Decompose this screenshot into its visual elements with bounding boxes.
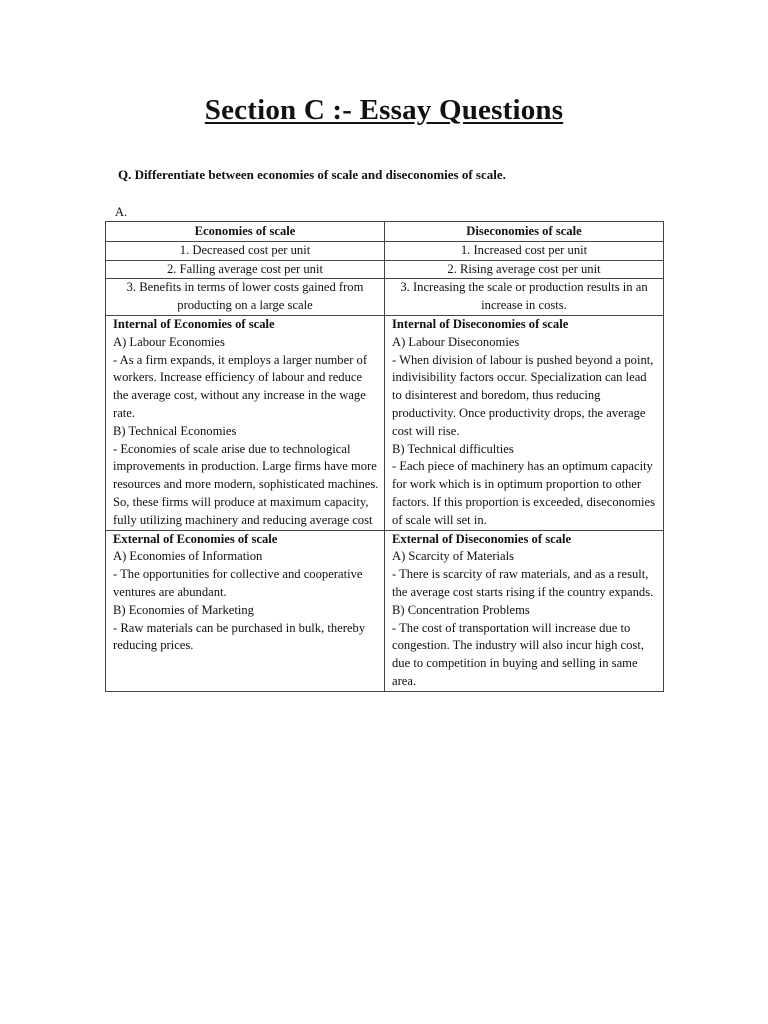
labour-diseconomies-subheading: A) Labour Diseconomies — [392, 334, 520, 349]
question-text: Q. Differentiate between economies of scale and diseconomies of scale. — [118, 167, 506, 182]
table-cell: 3. Benefits in terms of lower costs gained from producting on a large scale — [106, 279, 385, 316]
labour-economies-subheading: A) Labour Economies — [113, 334, 225, 349]
economies-of-marketing-text: - Raw materials can be purchased in bulk, thereby reducing prices. — [113, 620, 366, 653]
table-cell: 3. Increasing the scale or production results in an increase in costs. — [385, 279, 664, 316]
table-row — [106, 279, 664, 316]
external-economies-heading: External of Economies of scale — [113, 531, 278, 546]
labour-diseconomies-text: - When division of labour is pushed beyond a point, indivisibility factors occur. Specialization can lead to disinterest and boredom, thus reducing productivity. Once productivity drops, the average cost will rise. — [392, 352, 654, 438]
header-economies: Economies of scale — [106, 222, 385, 242]
economies-of-information-subheading: A) Economies of Information — [113, 549, 263, 564]
internal-row — [106, 315, 664, 530]
table-cell: 2. Falling average cost per unit — [106, 260, 385, 279]
external-row — [106, 530, 664, 691]
external-diseconomies-heading: External of Diseconomies of scale — [392, 531, 572, 546]
table-cell: 1. Decreased cost per unit — [106, 241, 385, 260]
concentration-problems-subheading: B) Concentration Problems — [392, 602, 530, 617]
technical-difficulties-subheading: B) Technical difficulties — [392, 441, 514, 456]
page-title: Section C :- Essay Questions — [204, 94, 564, 126]
table-header-row — [106, 222, 664, 242]
answer-label: A. — [115, 205, 128, 219]
labour-economies-text: - As a firm expands, it employs a larger number of workers. Increase efficiency of labour and reduce the average cost, without any increase in the wage rate. — [113, 352, 368, 420]
internal-diseconomies-heading: Internal of Diseconomies of scale — [392, 316, 569, 331]
table-row — [106, 260, 664, 279]
internal-economies-heading: Internal of Economies of scale — [113, 316, 275, 331]
scarcity-of-materials-subheading: A) Scarcity of Materials — [392, 549, 515, 564]
internal-diseconomies-cell — [385, 315, 664, 530]
table-cell: 2. Rising average cost per unit — [385, 260, 664, 279]
technical-difficulties-text: - Each piece of machinery has an optimum capacity for work which is in optimum proportion to other factors. If this proportion is exceeded, diseconomies of scale will set in. — [392, 459, 655, 527]
external-economies-cell — [106, 530, 385, 691]
table-cell: 1. Increased cost per unit — [385, 241, 664, 260]
header-diseconomies: Diseconomies of scale — [385, 222, 664, 242]
economies-of-marketing-subheading: B) Economies of Marketing — [113, 602, 254, 617]
scarcity-of-materials-text: - There is scarcity of raw materials, and as a result, the average cost starts rising if the country expands. — [392, 567, 654, 599]
technical-economies-subheading: B) Technical Economies — [113, 423, 237, 438]
technical-economies-text: - Economies of scale arise due to technological improvements in production. Large firms have more resources and more modern, sophisticated machines. So, these firms will produce at maximum capacity, fully utilizing machinery and reducing average cost — [113, 441, 379, 527]
economies-of-information-text: - The opportunities for collective and cooperative ventures are abundant. — [113, 567, 363, 599]
internal-economies-cell — [106, 315, 385, 530]
external-diseconomies-cell — [385, 530, 664, 691]
table-row — [106, 241, 664, 260]
comparison-table — [105, 221, 664, 692]
concentration-problems-text: - The cost of transportation will increase due to congestion. The industry will also incur high cost, due to competition in buying and selling in same area. — [392, 620, 644, 688]
